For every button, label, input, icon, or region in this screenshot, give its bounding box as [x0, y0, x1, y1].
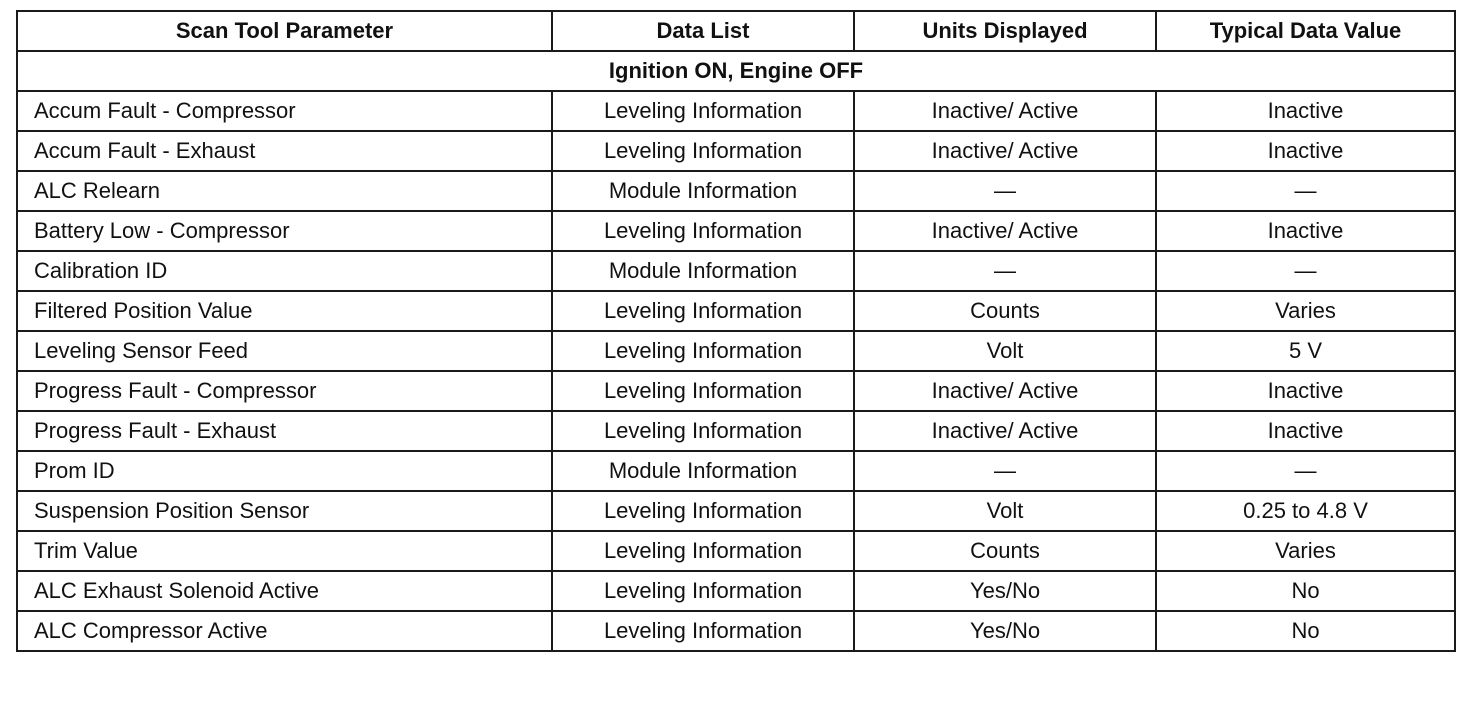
table-row	[17, 531, 1455, 571]
cell-scan-tool-parameter: Accum Fault - Compressor	[17, 91, 552, 131]
header-typical-data-value: Typical Data Value	[1156, 11, 1455, 51]
cell-units-displayed: Volt	[854, 331, 1156, 371]
table-row	[17, 491, 1455, 531]
cell-typical-data-value: —	[1156, 251, 1455, 291]
cell-data-list: Leveling Information	[552, 91, 854, 131]
cell-units-displayed: Counts	[854, 531, 1156, 571]
cell-scan-tool-parameter: ALC Relearn	[17, 171, 552, 211]
table-row	[17, 131, 1455, 171]
cell-units-displayed: Inactive/ Active	[854, 211, 1156, 251]
cell-typical-data-value: Inactive	[1156, 371, 1455, 411]
table-row	[17, 411, 1455, 451]
cell-typical-data-value: No	[1156, 611, 1455, 651]
cell-units-displayed: —	[854, 171, 1156, 211]
cell-units-displayed: Inactive/ Active	[854, 371, 1156, 411]
scan-tool-data-table	[16, 10, 1456, 652]
header-units-displayed: Units Displayed	[854, 11, 1156, 51]
cell-units-displayed: —	[854, 251, 1156, 291]
cell-typical-data-value: —	[1156, 171, 1455, 211]
cell-typical-data-value: Inactive	[1156, 211, 1455, 251]
cell-scan-tool-parameter: Filtered Position Value	[17, 291, 552, 331]
cell-data-list: Leveling Information	[552, 531, 854, 571]
cell-units-displayed: Counts	[854, 291, 1156, 331]
table-row	[17, 611, 1455, 651]
cell-typical-data-value: Varies	[1156, 291, 1455, 331]
cell-typical-data-value: No	[1156, 571, 1455, 611]
table-row	[17, 291, 1455, 331]
cell-typical-data-value: Inactive	[1156, 411, 1455, 451]
table-row	[17, 251, 1455, 291]
cell-units-displayed: Inactive/ Active	[854, 91, 1156, 131]
header-data-list: Data List	[552, 11, 854, 51]
cell-data-list: Leveling Information	[552, 611, 854, 651]
cell-typical-data-value: Varies	[1156, 531, 1455, 571]
cell-data-list: Leveling Information	[552, 371, 854, 411]
cell-scan-tool-parameter: Trim Value	[17, 531, 552, 571]
cell-units-displayed: Yes/No	[854, 611, 1156, 651]
cell-units-displayed: Volt	[854, 491, 1156, 531]
cell-data-list: Leveling Information	[552, 131, 854, 171]
cell-data-list: Leveling Information	[552, 331, 854, 371]
cell-scan-tool-parameter: Leveling Sensor Feed	[17, 331, 552, 371]
cell-scan-tool-parameter: Accum Fault - Exhaust	[17, 131, 552, 171]
cell-typical-data-value: 5 V	[1156, 331, 1455, 371]
cell-data-list: Leveling Information	[552, 491, 854, 531]
cell-units-displayed: —	[854, 451, 1156, 491]
cell-typical-data-value: 0.25 to 4.8 V	[1156, 491, 1455, 531]
cell-scan-tool-parameter: Progress Fault - Compressor	[17, 371, 552, 411]
cell-scan-tool-parameter: Suspension Position Sensor	[17, 491, 552, 531]
table-row	[17, 171, 1455, 211]
cell-scan-tool-parameter: Calibration ID	[17, 251, 552, 291]
cell-scan-tool-parameter: Progress Fault - Exhaust	[17, 411, 552, 451]
section-row	[17, 51, 1455, 91]
table-row	[17, 371, 1455, 411]
cell-typical-data-value: Inactive	[1156, 91, 1455, 131]
cell-typical-data-value: —	[1156, 451, 1455, 491]
cell-data-list: Leveling Information	[552, 291, 854, 331]
header-row	[17, 11, 1455, 51]
header-scan-tool-parameter: Scan Tool Parameter	[17, 11, 552, 51]
table-row	[17, 211, 1455, 251]
table-row	[17, 571, 1455, 611]
table-row	[17, 331, 1455, 371]
cell-data-list: Leveling Information	[552, 211, 854, 251]
cell-scan-tool-parameter: Battery Low - Compressor	[17, 211, 552, 251]
table-row	[17, 451, 1455, 491]
cell-scan-tool-parameter: Prom ID	[17, 451, 552, 491]
cell-units-displayed: Yes/No	[854, 571, 1156, 611]
cell-data-list: Module Information	[552, 171, 854, 211]
section-title: Ignition ON, Engine OFF	[17, 51, 1455, 91]
cell-data-list: Leveling Information	[552, 571, 854, 611]
cell-scan-tool-parameter: ALC Exhaust Solenoid Active	[17, 571, 552, 611]
cell-units-displayed: Inactive/ Active	[854, 131, 1156, 171]
table-row	[17, 91, 1455, 131]
cell-data-list: Module Information	[552, 251, 854, 291]
cell-data-list: Leveling Information	[552, 411, 854, 451]
table-header	[17, 11, 1455, 51]
table-body	[17, 51, 1455, 651]
cell-units-displayed: Inactive/ Active	[854, 411, 1156, 451]
cell-data-list: Module Information	[552, 451, 854, 491]
cell-typical-data-value: Inactive	[1156, 131, 1455, 171]
cell-scan-tool-parameter: ALC Compressor Active	[17, 611, 552, 651]
